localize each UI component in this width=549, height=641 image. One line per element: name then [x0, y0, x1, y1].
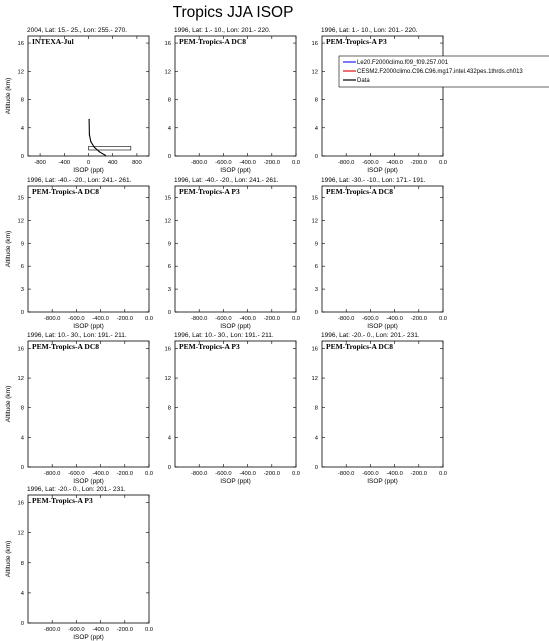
y-tick-label: 8 — [167, 405, 171, 412]
x-tick-label: 0.0 — [144, 471, 154, 477]
x-tick-label: 0.0 — [438, 471, 448, 477]
x-tick-label: -200.0 — [116, 627, 134, 633]
experiment-label: PEM-Tropics-A P3 — [326, 37, 387, 46]
y-tick-label: 15 — [17, 195, 24, 202]
panel — [312, 332, 447, 485]
x-tick-label: -400.0 — [386, 316, 403, 322]
y-tick-label: 12 — [17, 69, 24, 76]
data-point — [99, 151, 100, 152]
x-tick-label: -800 — [34, 160, 46, 166]
x-tick-label: -800.0 — [337, 471, 355, 477]
y-tick-label: 4 — [314, 435, 318, 442]
x-tick-label: -800.0 — [43, 316, 61, 322]
y-tick-label: 0 — [314, 154, 318, 160]
y-tick-label: 4 — [314, 125, 318, 132]
x-tick-label: -400.0 — [386, 160, 403, 166]
x-tick-label: -200.0 — [410, 316, 428, 322]
y-tick-label: 12 — [164, 218, 171, 225]
x-tick-label: 0.0 — [438, 316, 448, 322]
y-tick-label: 12 — [311, 69, 318, 76]
x-tick-label: 0.0 — [291, 316, 301, 322]
legend-label: CESM2.F2000climo.C96.C96.mg17.intel.432pes.1thrds.ch013 — [357, 69, 523, 75]
plot-frame — [28, 36, 149, 156]
panel-subtitle: 2004, Lat: 15.- 25., Lon: 255.- 270. — [27, 27, 128, 34]
panel-subtitle: 1996, Lat: 10.- 30., Lon: 191.- 211. — [27, 332, 127, 339]
y-tick-label: 12 — [311, 376, 318, 383]
panel-subtitle: 1996, Lat: -40.- -20., Lon: 241.- 261. — [27, 177, 132, 184]
x-axis-label: ISOP (ppt) — [73, 167, 104, 174]
y-tick-label: 16 — [311, 41, 318, 48]
x-tick-label: -200.0 — [410, 160, 428, 166]
x-tick-label: -600.0 — [362, 160, 379, 166]
plot-frame — [322, 36, 443, 156]
y-tick-label: 6 — [20, 264, 24, 271]
y-tick-label: 8 — [20, 560, 24, 567]
panel — [5, 27, 149, 174]
x-axis-label: ISOP (ppt) — [73, 323, 104, 330]
y-tick-label: 9 — [167, 241, 171, 248]
x-axis-label: ISOP (ppt) — [367, 167, 398, 174]
experiment-label: PEM-Tropics-A P3 — [179, 342, 240, 351]
y-axis-label: Altitude (km) — [5, 230, 12, 268]
x-tick-label: -400.0 — [92, 471, 109, 477]
y-tick-label: 4 — [20, 125, 24, 132]
x-tick-label: -400 — [58, 160, 71, 166]
y-tick-label: 3 — [314, 287, 318, 294]
y-axis-label: Altitude (km) — [5, 77, 12, 115]
x-tick-label: -200.0 — [263, 471, 281, 477]
y-tick-label: 0 — [314, 465, 318, 471]
y-tick-label: 12 — [311, 218, 318, 225]
legend — [339, 56, 549, 87]
y-tick-label: 0 — [20, 310, 24, 316]
plot-frame — [322, 186, 443, 312]
y-tick-label: 0 — [20, 154, 24, 160]
x-tick-label: -200.0 — [263, 316, 281, 322]
x-axis-label: ISOP (ppt) — [220, 323, 251, 330]
y-tick-label: 8 — [314, 97, 318, 104]
y-tick-label: 16 — [164, 41, 171, 48]
experiment-label: PEM-Tropics-A DC8 — [179, 37, 247, 46]
plot-frame — [322, 341, 443, 467]
panel — [165, 27, 300, 174]
y-tick-label: 4 — [167, 125, 171, 132]
main-title: Tropics JJA ISOP — [172, 4, 294, 21]
x-tick-label: 0 — [86, 160, 91, 166]
x-tick-label: -800.0 — [337, 316, 355, 322]
x-tick-label: -600.0 — [215, 471, 232, 477]
y-tick-label: 6 — [314, 264, 318, 271]
y-tick-label: 8 — [20, 97, 24, 104]
x-tick-label: 0.0 — [291, 160, 301, 166]
panel — [165, 332, 300, 485]
x-tick-label: 800 — [132, 160, 142, 166]
panel-subtitle: 1996, Lat: 10.- 30., Lon: 191.- 211. — [174, 332, 274, 339]
y-tick-label: 16 — [164, 346, 171, 353]
panel-subtitle: 1996, Lat: -20.- 0., Lon: 201.- 231. — [27, 486, 126, 493]
x-tick-label: -200.0 — [410, 471, 428, 477]
x-tick-label: -600.0 — [215, 160, 232, 166]
x-tick-label: -800.0 — [190, 160, 208, 166]
y-tick-label: 9 — [20, 241, 24, 248]
x-tick-label: -400.0 — [92, 316, 109, 322]
data-point — [89, 134, 90, 135]
panel-subtitle: 1996, Lat: 1.- 10., Lon: 201.- 220. — [321, 27, 418, 34]
x-tick-label: -600.0 — [215, 316, 232, 322]
experiment-label: PEM-Tropics-A P3 — [32, 496, 93, 505]
y-tick-label: 15 — [311, 195, 318, 202]
panel — [5, 486, 153, 641]
y-tick-label: 15 — [164, 195, 171, 202]
x-tick-label: -200.0 — [116, 471, 134, 477]
y-tick-label: 4 — [167, 435, 171, 442]
x-tick-label: -800.0 — [190, 316, 208, 322]
experiment-label: INTEXA-Jul — [32, 37, 74, 46]
experiment-label: PEM-Tropics-A DC8 — [32, 187, 100, 196]
plot-frame — [175, 341, 296, 467]
y-tick-label: 12 — [164, 376, 171, 383]
x-tick-label: -400.0 — [239, 160, 256, 166]
y-tick-label: 4 — [20, 590, 24, 597]
x-tick-label: -600.0 — [362, 471, 379, 477]
y-tick-label: 12 — [17, 530, 24, 537]
panel — [165, 177, 300, 330]
x-tick-label: 0.0 — [144, 627, 154, 633]
panel — [5, 332, 153, 485]
panel — [312, 177, 447, 330]
data-point — [105, 155, 106, 156]
plot-frame — [175, 36, 296, 156]
experiment-label: PEM-Tropics-A DC8 — [326, 187, 394, 196]
experiment-label: PEM-Tropics-A P3 — [179, 187, 240, 196]
y-tick-label: 0 — [314, 310, 318, 316]
plot-frame — [28, 495, 149, 623]
y-tick-label: 0 — [167, 465, 171, 471]
plot-frame — [28, 341, 149, 467]
y-tick-label: 8 — [314, 405, 318, 412]
x-tick-label: 0.0 — [291, 471, 301, 477]
y-axis-label: Altitude (km) — [5, 540, 12, 578]
y-axis-label: Altitude (km) — [5, 385, 12, 423]
y-tick-label: 8 — [20, 405, 24, 412]
x-tick-label: -400.0 — [92, 627, 109, 633]
y-tick-label: 16 — [17, 500, 24, 507]
x-tick-label: -400.0 — [239, 471, 256, 477]
experiment-label: PEM-Tropics-A DC8 — [32, 342, 100, 351]
plot-frame — [28, 186, 149, 312]
y-tick-label: 16 — [311, 346, 318, 353]
x-tick-label: -600.0 — [68, 627, 85, 633]
y-tick-label: 12 — [164, 69, 171, 76]
data-point — [90, 141, 91, 142]
x-tick-label: -200.0 — [263, 160, 281, 166]
x-tick-label: -600.0 — [68, 316, 85, 322]
x-axis-label: ISOP (ppt) — [367, 478, 398, 485]
y-tick-label: 3 — [167, 287, 171, 294]
panel-subtitle: 1996, Lat: 1.- 10., Lon: 201.- 220. — [174, 27, 271, 34]
legend-label: Data — [357, 78, 370, 84]
y-tick-label: 9 — [314, 241, 318, 248]
panel-subtitle: 1996, Lat: -40.- -20., Lon: 241.- 261. — [174, 177, 279, 184]
x-axis-label: ISOP (ppt) — [367, 323, 398, 330]
x-axis-label: ISOP (ppt) — [220, 478, 251, 485]
y-tick-label: 3 — [20, 287, 24, 294]
y-tick-label: 16 — [17, 41, 24, 48]
x-tick-label: -400.0 — [239, 316, 256, 322]
plot-frame — [175, 186, 296, 312]
x-axis-label: ISOP (ppt) — [73, 634, 104, 641]
x-tick-label: -800.0 — [43, 471, 61, 477]
x-tick-label: 400 — [107, 160, 118, 166]
y-tick-label: 0 — [20, 621, 24, 627]
y-tick-label: 12 — [17, 376, 24, 383]
x-tick-label: -600.0 — [68, 471, 85, 477]
y-tick-label: 0 — [20, 465, 24, 471]
legend-label: Le20.F2000climo.f09_f09.257.001 — [357, 60, 449, 66]
y-tick-label: 8 — [167, 97, 171, 104]
x-axis-label: ISOP (ppt) — [73, 478, 104, 485]
panel — [312, 27, 447, 174]
y-tick-label: 0 — [167, 310, 171, 316]
x-tick-label: -200.0 — [116, 316, 134, 322]
panel-subtitle: 1996, Lat: -20.- 0., Lon: 201.- 231. — [321, 332, 420, 339]
x-axis-label: ISOP (ppt) — [220, 167, 251, 174]
x-tick-label: -800.0 — [190, 471, 208, 477]
y-tick-label: 12 — [17, 218, 24, 225]
x-tick-label: -800.0 — [337, 160, 355, 166]
data-point — [94, 147, 95, 148]
x-tick-label: 0.0 — [144, 316, 154, 322]
y-tick-label: 4 — [20, 435, 24, 442]
y-tick-label: 6 — [167, 264, 171, 271]
x-tick-label: -400.0 — [386, 471, 403, 477]
x-tick-label: 0.0 — [438, 160, 448, 166]
y-tick-label: 16 — [17, 346, 24, 353]
x-tick-label: -600.0 — [362, 316, 379, 322]
data-point — [89, 119, 90, 120]
x-tick-label: -800.0 — [43, 627, 61, 633]
y-tick-label: 0 — [167, 154, 171, 160]
experiment-label: PEM-Tropics-A DC8 — [326, 342, 394, 351]
panel — [5, 177, 153, 330]
panel-subtitle: 1996, Lat: -30.- -10., Lon: 171.- 191. — [321, 177, 426, 184]
